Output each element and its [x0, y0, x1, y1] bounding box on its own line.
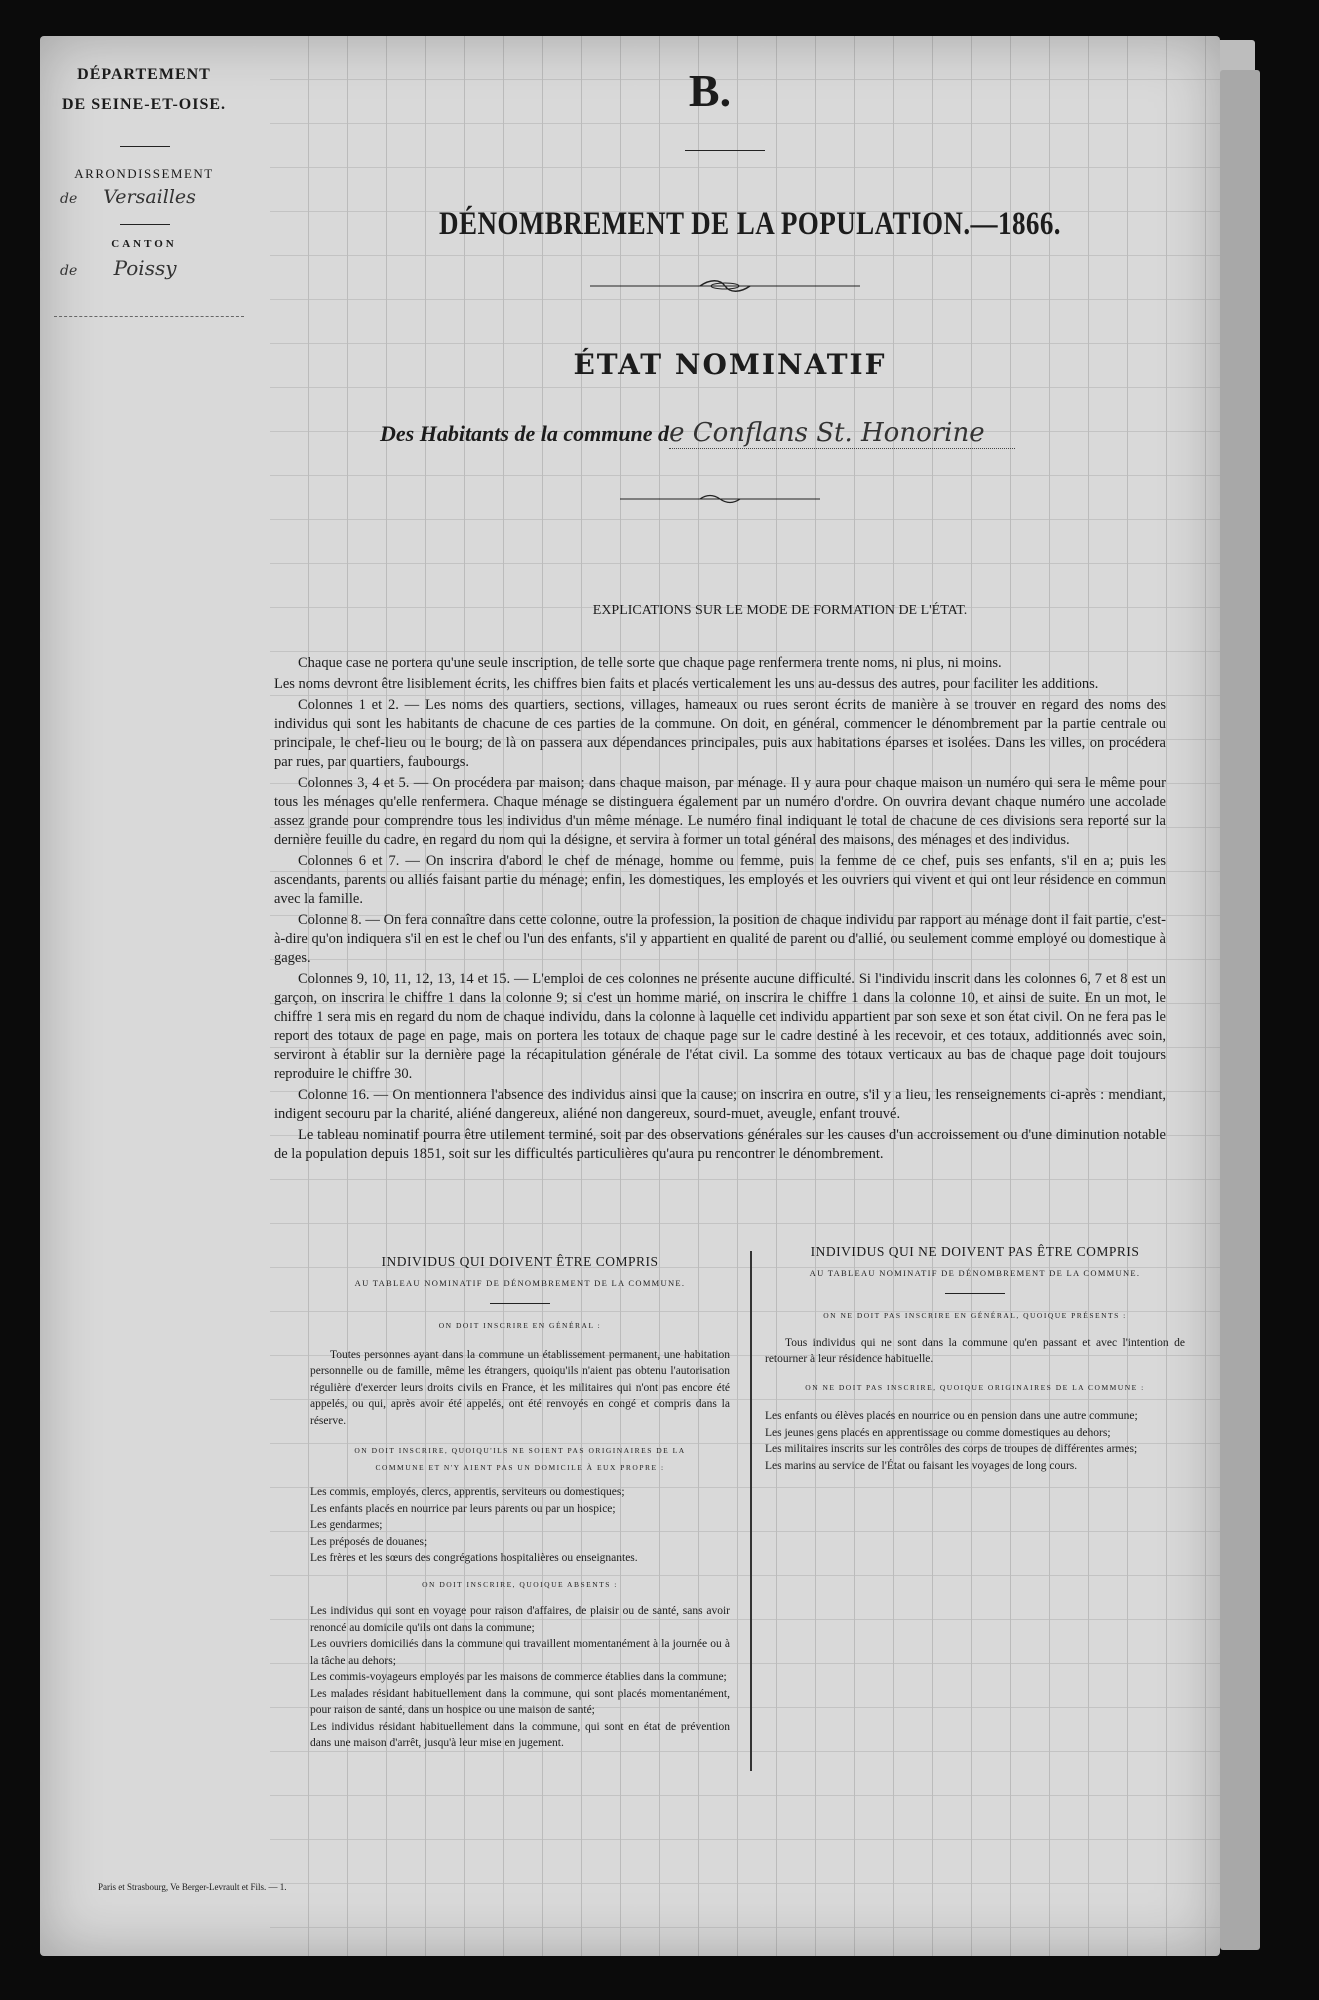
list-item: Les préposés de douanes;: [310, 1535, 428, 1548]
arrondissement-field: [60, 186, 240, 208]
excluded-title: INDIVIDUS QUI NE DOIVENT PAS ÊTRE COMPRIS: [810, 1244, 1140, 1259]
subtitle: ÉTAT NOMINATIF: [573, 348, 887, 381]
included-section: [310, 1254, 730, 1752]
list-item: Les individus qui sont en voyage pour raison d'affaires, de plaisir ou de santé, sans avoir renoncé au domicile qu'ils ont dans la commune;: [310, 1605, 730, 1634]
list-item: Les commis, employés, clercs, apprentis, serviteurs ou domestiques;: [310, 1486, 625, 1498]
list-item: Les malades résidant habituellement dans la commune, qui sont placés momentanément, pour raison de santé, dans un hospice ou une maison de santé;: [310, 1687, 730, 1716]
excluded-heading-general: ON NE DOIT PAS INSCRIRE EN GÉNÉRAL, QUOIQUE PRÉSENTS :: [823, 1311, 1127, 1320]
included-heading-general: ON DOIT INSCRIRE EN GÉNÉRAL :: [438, 1321, 602, 1330]
explanation-paragraph: Chaque case ne portera qu'une seule inscription, de telle sorte que chaque page renfermera trente noms, ni plus, ni moins.: [298, 655, 1002, 671]
explanation-paragraph: Colonne 16. — On mentionnera l'absence des individus ainsi que la cause; on inscrira en outre, s'il y a lieu, les renseignements ci-après : mendiant, indigent secouru par la charité, aliéné dangereux, aliéné non dangereux, sourd-muet, aveugle, enfant trouvé.: [274, 1087, 1166, 1122]
included-heading-absent: ON DOIT INSCRIRE, QUOIQUE ABSENTS :: [422, 1579, 618, 1589]
explanation-paragraph: Colonnes 9, 10, 11, 12, 13, 14 et 15. — L'emploi de ces colonnes ne présente aucune difficulté. Si l'individu inscrit dans les colonnes 6, 7 et 8 est un garçon, on inscrira le chiffre 1 dans la colonne 9; si c'est un homme marié, on inscrira le chiffre 1 dans la colonne 10, et ainsi de suite. En un mot, le chiffre 1 sera mis en regard du nom de chaque individu, dans la colonne à laquelle cet individu appartient par son sexe et son état civil. On ne fera pas le report des totaux de page en page, mais on portera les totaux de chaque page sur le cadre destiné à les recevoir, et ces totaux, additionnés avec soin, serviront à établir sur la dernière page la récapitulation générale de l'état civil. La somme des totaux verticaux au bas de chaque page doit toujours reproduire le chiffre 30.: [274, 971, 1166, 1082]
divider: [490, 1303, 550, 1304]
back-sheet: [1220, 70, 1260, 1950]
list-item: Les gendarmes;: [310, 1519, 383, 1531]
divider: [120, 224, 170, 225]
included-title: INDIVIDUS QUI DOIVENT ÊTRE COMPRIS: [381, 1254, 659, 1269]
arrondissement-prefix: de: [60, 191, 78, 207]
list-item: Les ouvriers domiciliés dans la commune qui travaillent momentanément à la journée ou à la tâche au dehors;: [310, 1638, 730, 1667]
included-heading-nonnative: ON DOIT INSCRIRE, QUOIQU'ILS NE SOIENT PAS ORIGINAIRES DE LA COMMUNE ET N'Y AIENT PAS UN DOMICILE À EUX PROPRE :: [354, 1446, 686, 1472]
explanation-paragraph: Colonne 8. — On fera connaître dans cette colonne, outre la profession, la position de chaque individu par rapport au ménage dont il fait partie, c'est-à-dire qu'on indiquera s'il en est le chef ou l'un des enfants, s'il y appartient en qualité de parent ou d'allié, ou seulement comme employé ou domestique à gages.: [274, 912, 1166, 966]
excluded-general-text: Tous individus qui ne sont dans la commune qu'en passant et avec l'intention de retourner à leur résidence habituelle.: [765, 1336, 1185, 1365]
list-item: Les individus résidant habituellement dans la commune, qui sont en état de prévention dans une maison d'arrêt, jusqu'à leur mise en jugement.: [310, 1720, 730, 1749]
explanation-paragraph: Colonnes 1 et 2. — Les noms des quartiers, sections, villages, hameaux ou rues seront écrits de manière à se trouver en regard des noms des individus qui sont les habitants de chacune de ces parties de la commune. On doit, en général, commencer le dénombrement par la partie centrale ou principale, le chef-lieu ou le bourg; de là on passera aux dépendances principales, puis aux habitations éparses et isolées. Dans les villes, on procédera par rues, par quartiers, faubourgs.: [274, 697, 1166, 770]
explanations-body: [274, 654, 1166, 1166]
canton-value: Poissy: [113, 256, 177, 280]
printer-imprint: Paris et Strasbourg, Ve Berger-Levrault et Fils. — 1.: [98, 1882, 287, 1892]
explanation-paragraph: Colonnes 3, 4 et 5. — On procédera par maison; dans chaque maison, par ménage. Il y aura pour chaque maison un numéro qui sera le même pour tous les ménages qu'elle renfermera. Chaque ménage se distinguera également par un numéro d'ordre. On ouvrira devant chaque numéro une accolade assez grande pour comprendre tous les individus d'un même ménage. Le numéro final indiquant le total de chacune de ces divisions sera reporté sur la dernière feuille du cadre, en regard du nom qui la désigne, et servira à former un total général des maisons, des ménages et des individus.: [274, 775, 1166, 848]
list-item: Les militaires inscrits sur les contrôles des corps de troupes de différentes armes;: [765, 1443, 1138, 1455]
arrondissement-label: ARRONDISSEMENT: [74, 166, 214, 181]
list-item: Les marins au service de l'État ou faisant les voyages de long cours.: [765, 1459, 1078, 1472]
document-title: DÉNOMBREMENT DE LA POPULATION.—1866.: [439, 206, 1061, 242]
divider: [685, 150, 765, 151]
included-nonnative-list: [310, 1484, 730, 1567]
explanation-paragraph: Colonnes 6 et 7. — On inscrira d'abord le chef de ménage, homme ou femme, puis la femme de ce chef, puis ses enfants, s'il en a; puis les ascendants, parents ou alliés faisant partie du ménage; enfin, les domestiques, les employés et les ouvriers qui vivent et qui ont leur résidence en commun avec la famille.: [274, 853, 1166, 907]
department-label: DÉPARTEMENT: [77, 66, 211, 83]
included-general-text: Toutes personnes ayant dans la commune un établissement permanent, une habitation personnelle ou de famille, même les étrangers, quoiqu'ils n'aient pas obtenu l'autorisation régulière d'exercer leurs droits civils en France, et les militaires qui n'ont pas encore été appelés, ou qui, après avoir été appelés, ont été renvoyés en congé et compris dans la réserve.: [310, 1348, 730, 1427]
divider: [945, 1293, 1005, 1294]
included-subtitle: AU TABLEAU NOMINATIF DE DÉNOMBREMENT DE LA COMMUNE.: [354, 1277, 686, 1288]
canton-label: CANTON: [111, 238, 177, 250]
form-letter: B.: [688, 65, 732, 116]
canton-field: [60, 256, 240, 280]
list-item: Les enfants ou élèves placés en nourrice ou en pension dans une autre commune;: [765, 1410, 1138, 1422]
excluded-heading-native: ON NE DOIT PAS INSCRIRE, QUOIQUE ORIGINAIRES DE LA COMMUNE :: [805, 1382, 1145, 1392]
department-name: DE SEINE-ET-OISE.: [61, 96, 227, 113]
explanations-heading: EXPLICATIONS SUR LE MODE DE FORMATION DE L'ÉTAT.: [592, 603, 968, 618]
arrondissement-value: Versailles: [103, 186, 196, 208]
excluded-subtitle: AU TABLEAU NOMINATIF DE DÉNOMBREMENT DE LA COMMUNE.: [809, 1267, 1141, 1278]
explanation-paragraph: Le tableau nominatif pourra être utilement terminé, soit par des observations générales sur les causes d'un accroissement ou d'une diminution notable de la population depuis 1851, soit sur les difficultés particulières qu'aura pu rencontrer le dénombrement.: [274, 1127, 1166, 1162]
list-item: Les commis-voyageurs employés par les maisons de commerce établies dans la commune;: [310, 1671, 727, 1683]
column-separator: [750, 1251, 752, 1771]
list-item: Les enfants placés en nourrice par leurs parents ou par un hospice;: [310, 1502, 616, 1515]
excluded-native-list: [765, 1408, 1185, 1474]
ornament-divider: [590, 278, 860, 294]
commune-value: e Conflans St. Honorine: [669, 418, 1015, 449]
divider: [120, 146, 170, 147]
included-absent-list: [310, 1603, 730, 1752]
commune-prefix: Des Habitants de la commune d: [380, 421, 670, 446]
list-item: Les jeunes gens placés en apprentissage ou comme domestiques au dehors;: [765, 1426, 1111, 1439]
canton-prefix: de: [60, 263, 78, 279]
left-header-border: [54, 316, 244, 317]
commune-line: [380, 418, 1160, 448]
explanation-paragraph: Les noms devront être lisiblement écrits, les chiffres bien faits et placés verticalement les uns au-dessus des autres, pour faciliter les additions.: [274, 676, 1099, 692]
ornament-divider: [620, 492, 820, 506]
census-form-sheet: [40, 36, 1220, 1956]
excluded-section: [765, 1244, 1185, 1474]
list-item: Les frères et les sœurs des congrégations hospitalières ou enseignantes.: [310, 1552, 638, 1564]
